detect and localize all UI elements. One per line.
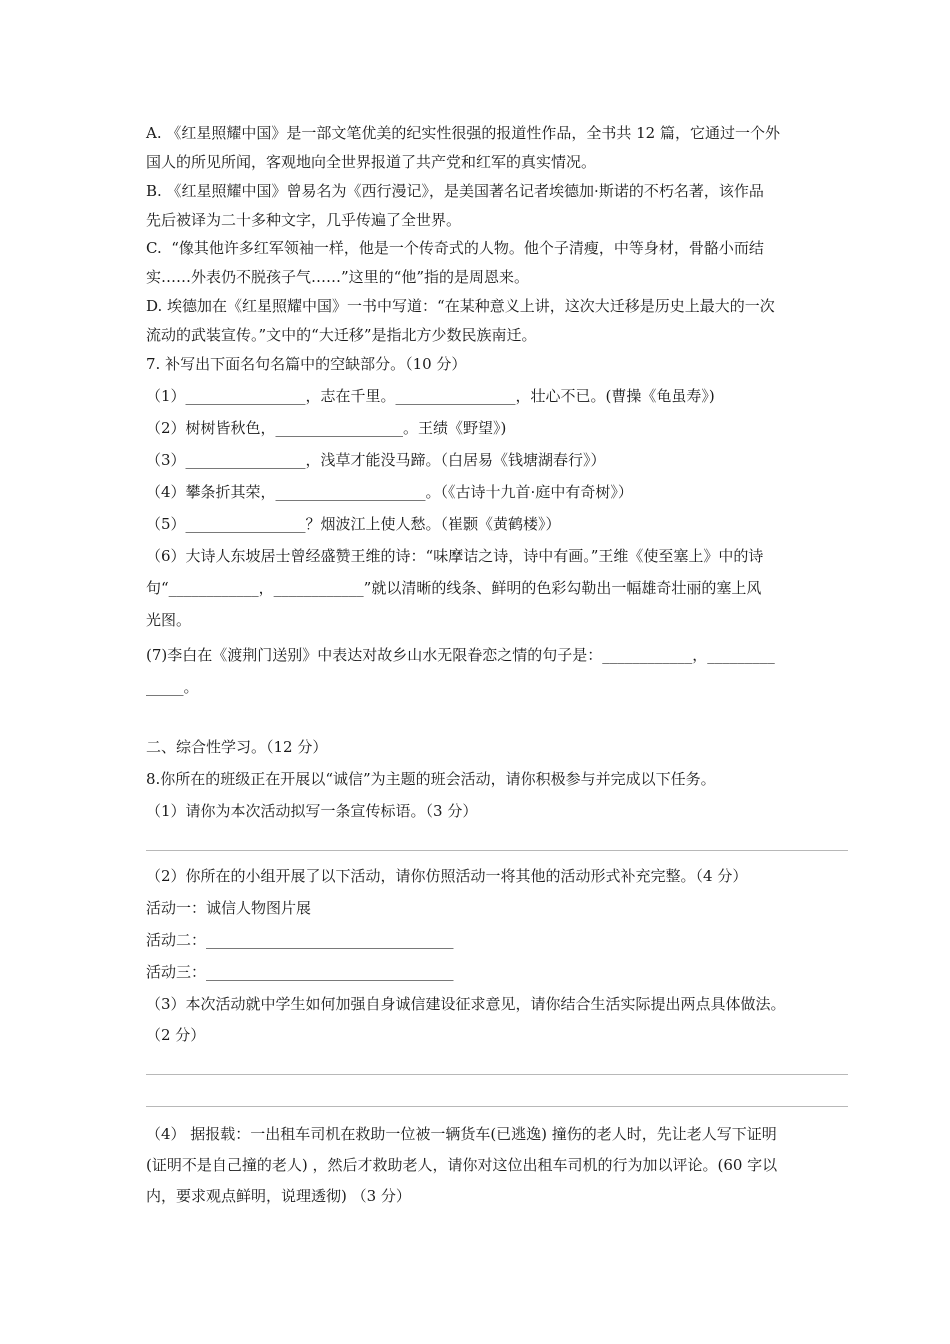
option-a-line2: 国人的所见所闻，客观地向全世界报道了共产党和红军的真实情况。 [146,153,597,171]
option-b-line2: 先后被译为二十多种文字，几乎传遍了全世界。 [146,211,462,229]
q7-item-3: （3）________________，浅草才能没马蹄。（白居易《钱塘湖春行》） [146,451,606,469]
q8-sub-3-line2: （2 分） [146,1026,206,1044]
option-d-line1: D. 埃德加在《红星照耀中国》一书中写道：“在某种意义上讲，这次大迁移是历史上最大的一次 [146,297,775,315]
q8-sub-2: （2）你所在的小组开展了以下活动，请你仿照活动一将其他的活动形式补充完整。（4 分） [146,867,748,885]
q7-item-6-line2: 句“____________，____________”就以清晰的线条、鲜明的色彩勾勒出一幅雄奇壮丽的塞上风 [146,579,762,597]
question-8-title: 8.你所在的班级正在开展以“诚信”为主题的班会活动，请你积极参与并完成以下任务。 [146,770,716,788]
answer-line [146,1074,848,1075]
answer-line [146,1106,848,1107]
option-a-line1: A. 《红星照耀中国》是一部文笔优美的纪实性很强的报道性作品，全书共 12 篇，它通过一个外 [146,124,780,142]
q8-sub-4-line2: (证明不是自己撞的老人) ，然后才救助老人，请你对这位出租车司机的行为加以评论。(60 字以 [146,1156,778,1174]
option-d-line2: 流动的武装宣传。”文中的“大迁移”是指北方少数民族南迁。 [146,326,537,344]
q7-item-2: （2）树树皆秋色，_________________。王绩《野望》) [146,419,507,437]
q7-item-4: （4）攀条折其荣，____________________。（《古诗十九首·庭中有奇树》） [146,483,633,501]
q8-sub-4-line1: （4） 据报载：一出租车司机在救助一位被一辆货车(已逃逸) 撞伤的老人时，先让老人写下证明 [146,1125,777,1143]
section-2-heading: 二、综合性学习。（12 分） [146,738,328,756]
q8-sub-4-line3: 内，要求观点鲜明，说理透彻) （3 分） [146,1187,411,1205]
q7-item-6-line3: 光图。 [146,611,192,629]
activity-3: 活动三：_________________________________ [146,963,454,981]
q7-item-5: （5）________________？烟波江上使人愁。（崔颢《黄鹤楼》） [146,515,561,533]
option-c-line1: C. “像其他许多红军领袖一样，他是一个传奇式的人物。他个子清瘦，中等身材，骨骼小而结 [146,239,764,257]
q8-sub-1: （1）请你为本次活动拟写一条宣传标语。（3 分） [146,802,478,820]
q7-item-7-line2: _____。 [146,678,199,696]
q7-item-1: （1）________________，志在千里。________________，壮心不已。(曹操《龟虽寿》) [146,387,715,405]
activity-2: 活动二：_________________________________ [146,931,454,949]
activity-1: 活动一：诚信人物图片展 [146,899,312,917]
question-7-title: 7. 补写出下面名句名篇中的空缺部分。（10 分） [146,355,467,373]
option-b-line1: B. 《红星照耀中国》曾易名为《西行漫记》，是美国著名记者埃德加·斯诺的不朽名著，该作品 [146,182,764,200]
q8-sub-3-line1: （3）本次活动就中学生如何加强自身诚信建设征求意见，请你结合生活实际提出两点具体做法。 [146,995,786,1013]
answer-line [146,850,848,851]
q7-item-6-line1: （6）大诗人东坡居士曾经盛赞王维的诗：“味摩诘之诗，诗中有画。”王维《使至塞上》中的诗 [146,547,764,565]
option-c-line2: 实……外表仍不脱孩子气……”这里的“他”指的是周恩来。 [146,268,530,286]
q7-item-7-line1: (7)李白在《渡荆门送别》中表达对故乡山水无限眷恋之情的句子是：____________，_________ [146,646,775,664]
